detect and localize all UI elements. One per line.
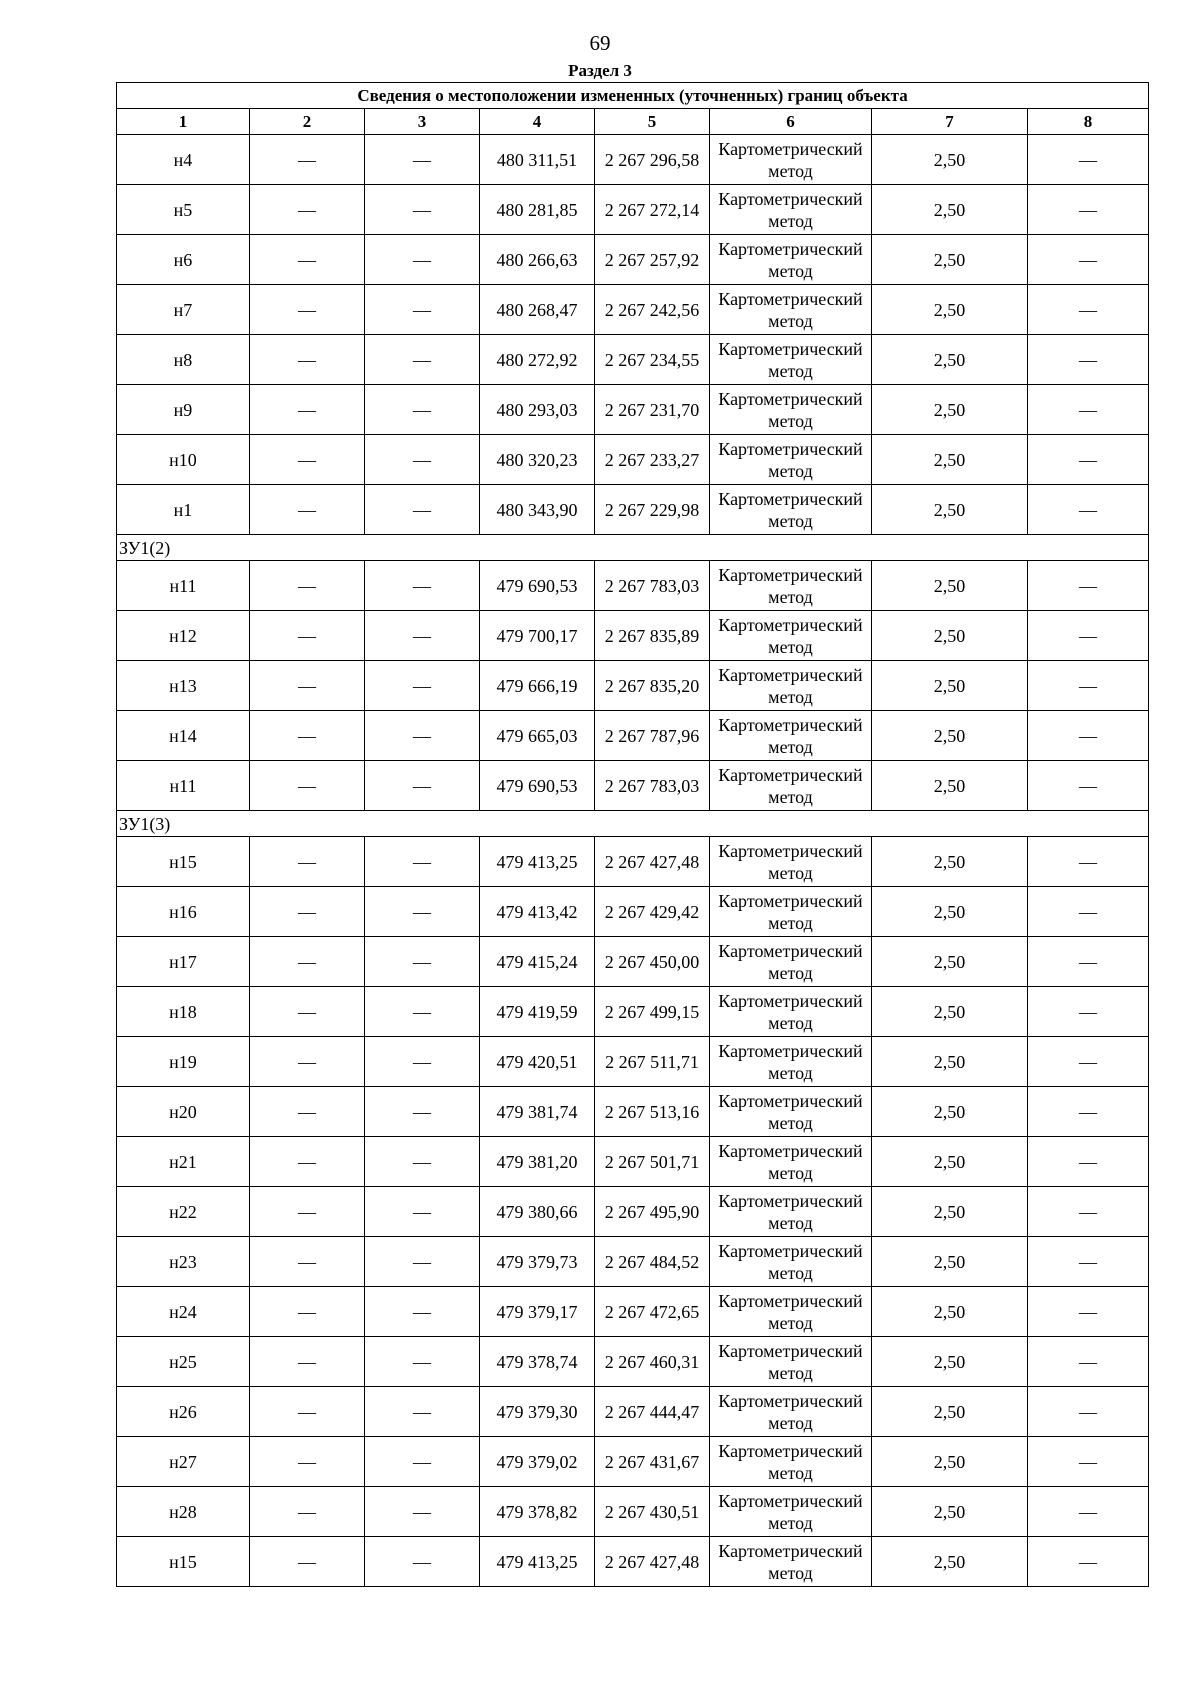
point-cell: н19 [117,1037,250,1087]
column-header: 1 [117,109,250,135]
section-title: Раздел 3 [568,61,632,80]
point-cell: н13 [117,661,250,711]
x-coordinate-cell: 480 268,47 [480,285,595,335]
column-header: 5 [595,109,710,135]
point-cell: н24 [117,1287,250,1337]
y-coordinate-cell: 2 267 296,58 [595,135,710,185]
y-coordinate-cell: 2 267 495,90 [595,1187,710,1237]
point-cell: н16 [117,887,250,937]
column-3-cell: — [365,661,480,711]
table-row [117,1387,1149,1437]
column-8-cell: — [1028,711,1149,761]
x-coordinate-cell: 479 665,03 [480,711,595,761]
method-cell: Картометрический метод [710,335,872,385]
table-row [117,1537,1149,1587]
accuracy-cell: 2,50 [872,661,1028,711]
column-3-cell: — [365,887,480,937]
method-cell: Картометрический метод [710,937,872,987]
accuracy-cell: 2,50 [872,1337,1028,1387]
x-coordinate-cell: 479 378,74 [480,1337,595,1387]
method-cell: Картометрический метод [710,561,872,611]
column-8-cell: — [1028,837,1149,887]
y-coordinate-cell: 2 267 783,03 [595,761,710,811]
column-8-cell: — [1028,235,1149,285]
accuracy-cell: 2,50 [872,235,1028,285]
column-8-cell: — [1028,887,1149,937]
accuracy-cell: 2,50 [872,1187,1028,1237]
accuracy-cell: 2,50 [872,1087,1028,1137]
table-row [117,1187,1149,1237]
accuracy-cell: 2,50 [872,1387,1028,1437]
column-3-cell: — [365,1087,480,1137]
column-8-cell: — [1028,285,1149,335]
x-coordinate-cell: 479 381,74 [480,1087,595,1137]
column-2-cell: — [250,435,365,485]
x-coordinate-cell: 480 272,92 [480,335,595,385]
boundary-coordinates-table [116,82,1149,1587]
column-2-cell: — [250,1187,365,1237]
column-3-cell: — [365,235,480,285]
group-label-row [117,535,1149,561]
point-cell: н23 [117,1237,250,1287]
group-label: ЗУ1(3) [117,811,1149,837]
table-row [117,937,1149,987]
column-3-cell: — [365,1337,480,1387]
x-coordinate-cell: 479 700,17 [480,611,595,661]
column-3-cell: — [365,285,480,335]
column-8-cell: — [1028,1137,1149,1187]
column-8-cell: — [1028,1487,1149,1537]
column-2-cell: — [250,1387,365,1437]
x-coordinate-cell: 480 266,63 [480,235,595,285]
accuracy-cell: 2,50 [872,1137,1028,1187]
method-cell: Картометрический метод [710,1387,872,1437]
point-cell: н8 [117,335,250,385]
column-8-cell: — [1028,1387,1149,1437]
column-3-cell: — [365,135,480,185]
method-cell: Картометрический метод [710,385,872,435]
column-2-cell: — [250,1537,365,1587]
column-2-cell: — [250,837,365,887]
accuracy-cell: 2,50 [872,185,1028,235]
point-cell: н12 [117,611,250,661]
column-8-cell: — [1028,1037,1149,1087]
point-cell: н17 [117,937,250,987]
column-3-cell: — [365,1237,480,1287]
column-8-cell: — [1028,1537,1149,1587]
column-3-cell: — [365,561,480,611]
table-row [117,435,1149,485]
column-8-cell: — [1028,561,1149,611]
accuracy-cell: 2,50 [872,1487,1028,1537]
table-row [117,837,1149,887]
point-cell: н6 [117,235,250,285]
y-coordinate-cell: 2 267 430,51 [595,1487,710,1537]
method-cell: Картометрический метод [710,761,872,811]
y-coordinate-cell: 2 267 229,98 [595,485,710,535]
column-8-cell: — [1028,1187,1149,1237]
x-coordinate-cell: 480 343,90 [480,485,595,535]
x-coordinate-cell: 479 413,25 [480,837,595,887]
column-2-cell: — [250,987,365,1037]
column-8-cell: — [1028,1287,1149,1337]
method-cell: Картометрический метод [710,837,872,887]
x-coordinate-cell: 479 379,73 [480,1237,595,1287]
table-row [117,335,1149,385]
column-2-cell: — [250,1487,365,1537]
column-2-cell: — [250,561,365,611]
column-2-cell: — [250,1087,365,1137]
accuracy-cell: 2,50 [872,561,1028,611]
column-8-cell: — [1028,1087,1149,1137]
column-3-cell: — [365,1287,480,1337]
x-coordinate-cell: 479 690,53 [480,561,595,611]
point-cell: н26 [117,1387,250,1437]
column-3-cell: — [365,185,480,235]
accuracy-cell: 2,50 [872,1037,1028,1087]
accuracy-cell: 2,50 [872,285,1028,335]
method-cell: Картометрический метод [710,611,872,661]
column-3-cell: — [365,335,480,385]
column-3-cell: — [365,761,480,811]
method-cell: Картометрический метод [710,285,872,335]
method-cell: Картометрический метод [710,1537,872,1587]
column-3-cell: — [365,837,480,887]
y-coordinate-cell: 2 267 783,03 [595,561,710,611]
point-cell: н27 [117,1437,250,1487]
y-coordinate-cell: 2 267 429,42 [595,887,710,937]
x-coordinate-cell: 479 379,30 [480,1387,595,1437]
method-cell: Картометрический метод [710,485,872,535]
point-cell: н14 [117,711,250,761]
page-number: 69 [589,31,611,55]
table-row [117,1137,1149,1187]
column-2-cell: — [250,611,365,661]
y-coordinate-cell: 2 267 835,20 [595,661,710,711]
y-coordinate-cell: 2 267 472,65 [595,1287,710,1337]
x-coordinate-cell: 479 420,51 [480,1037,595,1087]
method-cell: Картометрический метод [710,1237,872,1287]
x-coordinate-cell: 479 690,53 [480,761,595,811]
method-cell: Картометрический метод [710,1187,872,1237]
accuracy-cell: 2,50 [872,135,1028,185]
method-cell: Картометрический метод [710,661,872,711]
column-2-cell: — [250,185,365,235]
table-row [117,1287,1149,1337]
column-3-cell: — [365,1537,480,1587]
x-coordinate-cell: 480 320,23 [480,435,595,485]
x-coordinate-cell: 480 293,03 [480,385,595,435]
table-row [117,1037,1149,1087]
accuracy-cell: 2,50 [872,611,1028,661]
column-2-cell: — [250,1137,365,1187]
column-8-cell: — [1028,485,1149,535]
y-coordinate-cell: 2 267 444,47 [595,1387,710,1437]
column-3-cell: — [365,485,480,535]
method-cell: Картометрический метод [710,887,872,937]
x-coordinate-cell: 479 413,25 [480,1537,595,1587]
method-cell: Картометрический метод [710,1087,872,1137]
column-3-cell: — [365,1487,480,1537]
accuracy-cell: 2,50 [872,435,1028,485]
column-header: 6 [710,109,872,135]
y-coordinate-cell: 2 267 257,92 [595,235,710,285]
column-2-cell: — [250,887,365,937]
method-cell: Картометрический метод [710,435,872,485]
point-cell: н11 [117,561,250,611]
y-coordinate-cell: 2 267 272,14 [595,185,710,235]
y-coordinate-cell: 2 267 450,00 [595,937,710,987]
method-cell: Картометрический метод [710,1337,872,1387]
y-coordinate-cell: 2 267 233,27 [595,435,710,485]
column-2-cell: — [250,711,365,761]
column-8-cell: — [1028,335,1149,385]
table-row [117,661,1149,711]
column-2-cell: — [250,937,365,987]
column-3-cell: — [365,385,480,435]
x-coordinate-cell: 479 380,66 [480,1187,595,1237]
accuracy-cell: 2,50 [872,485,1028,535]
column-3-cell: — [365,1187,480,1237]
y-coordinate-cell: 2 267 427,48 [595,1537,710,1587]
x-coordinate-cell: 479 419,59 [480,987,595,1037]
column-2-cell: — [250,1037,365,1087]
y-coordinate-cell: 2 267 431,67 [595,1437,710,1487]
column-2-cell: — [250,1237,365,1287]
point-cell: н18 [117,987,250,1037]
column-2-cell: — [250,661,365,711]
y-coordinate-cell: 2 267 460,31 [595,1337,710,1387]
method-cell: Картометрический метод [710,235,872,285]
column-8-cell: — [1028,135,1149,185]
column-header: 2 [250,109,365,135]
group-label-row [117,811,1149,837]
accuracy-cell: 2,50 [872,761,1028,811]
x-coordinate-cell: 479 415,24 [480,937,595,987]
column-8-cell: — [1028,661,1149,711]
table-row [117,135,1149,185]
y-coordinate-cell: 2 267 427,48 [595,837,710,887]
point-cell: н7 [117,285,250,335]
column-2-cell: — [250,1337,365,1387]
y-coordinate-cell: 2 267 787,96 [595,711,710,761]
x-coordinate-cell: 480 281,85 [480,185,595,235]
column-8-cell: — [1028,761,1149,811]
accuracy-cell: 2,50 [872,837,1028,887]
column-3-cell: — [365,435,480,485]
table-row [117,987,1149,1037]
column-2-cell: — [250,1287,365,1337]
x-coordinate-cell: 479 381,20 [480,1137,595,1187]
point-cell: н21 [117,1137,250,1187]
column-8-cell: — [1028,385,1149,435]
y-coordinate-cell: 2 267 499,15 [595,987,710,1037]
y-coordinate-cell: 2 267 234,55 [595,335,710,385]
accuracy-cell: 2,50 [872,335,1028,385]
y-coordinate-cell: 2 267 511,71 [595,1037,710,1087]
column-3-cell: — [365,1037,480,1087]
column-header: 7 [872,109,1028,135]
point-cell: н15 [117,1537,250,1587]
y-coordinate-cell: 2 267 501,71 [595,1137,710,1187]
table-row [117,235,1149,285]
accuracy-cell: 2,50 [872,937,1028,987]
column-8-cell: — [1028,1437,1149,1487]
column-header: 3 [365,109,480,135]
point-cell: н22 [117,1187,250,1237]
table-row [117,887,1149,937]
y-coordinate-cell: 2 267 242,56 [595,285,710,335]
x-coordinate-cell: 479 666,19 [480,661,595,711]
column-8-cell: — [1028,1337,1149,1387]
column-3-cell: — [365,1387,480,1437]
column-header: 8 [1028,109,1149,135]
point-cell: н9 [117,385,250,435]
accuracy-cell: 2,50 [872,887,1028,937]
table-row [117,285,1149,335]
column-2-cell: — [250,761,365,811]
column-2-cell: — [250,285,365,335]
table-row [117,485,1149,535]
method-cell: Картометрический метод [710,135,872,185]
method-cell: Картометрический метод [710,1487,872,1537]
accuracy-cell: 2,50 [872,385,1028,435]
point-cell: н1 [117,485,250,535]
group-label: ЗУ1(2) [117,535,1149,561]
accuracy-cell: 2,50 [872,1287,1028,1337]
accuracy-cell: 2,50 [872,1537,1028,1587]
x-coordinate-cell: 479 378,82 [480,1487,595,1537]
table-row [117,1437,1149,1487]
table-row [117,711,1149,761]
table-row [117,611,1149,661]
table-row [117,1487,1149,1537]
column-3-cell: — [365,611,480,661]
column-8-cell: — [1028,185,1149,235]
point-cell: н25 [117,1337,250,1387]
y-coordinate-cell: 2 267 231,70 [595,385,710,435]
x-coordinate-cell: 480 311,51 [480,135,595,185]
y-coordinate-cell: 2 267 835,89 [595,611,710,661]
point-cell: н4 [117,135,250,185]
column-3-cell: — [365,987,480,1037]
accuracy-cell: 2,50 [872,987,1028,1037]
table-row [117,185,1149,235]
x-coordinate-cell: 479 379,17 [480,1287,595,1337]
method-cell: Картометрический метод [710,1287,872,1337]
column-header: 4 [480,109,595,135]
table-row [117,561,1149,611]
method-cell: Картометрический метод [710,1137,872,1187]
column-header-row [117,109,1149,135]
method-cell: Картометрический метод [710,1037,872,1087]
column-2-cell: — [250,235,365,285]
column-2-cell: — [250,135,365,185]
x-coordinate-cell: 479 379,02 [480,1437,595,1487]
column-2-cell: — [250,335,365,385]
point-cell: н11 [117,761,250,811]
y-coordinate-cell: 2 267 484,52 [595,1237,710,1287]
table-row [117,1237,1149,1287]
column-2-cell: — [250,485,365,535]
point-cell: н28 [117,1487,250,1537]
column-8-cell: — [1028,987,1149,1037]
column-2-cell: — [250,385,365,435]
accuracy-cell: 2,50 [872,1237,1028,1287]
method-cell: Картометрический метод [710,185,872,235]
point-cell: н20 [117,1087,250,1137]
point-cell: н15 [117,837,250,887]
column-8-cell: — [1028,937,1149,987]
column-8-cell: — [1028,611,1149,661]
column-8-cell: — [1028,435,1149,485]
y-coordinate-cell: 2 267 513,16 [595,1087,710,1137]
column-3-cell: — [365,1437,480,1487]
point-cell: н10 [117,435,250,485]
column-3-cell: — [365,711,480,761]
point-cell: н5 [117,185,250,235]
x-coordinate-cell: 479 413,42 [480,887,595,937]
table-row [117,1337,1149,1387]
method-cell: Картометрический метод [710,987,872,1037]
column-2-cell: — [250,1437,365,1487]
table-row [117,1087,1149,1137]
column-3-cell: — [365,1137,480,1187]
accuracy-cell: 2,50 [872,1437,1028,1487]
column-3-cell: — [365,937,480,987]
table-row [117,761,1149,811]
method-cell: Картометрический метод [710,1437,872,1487]
column-8-cell: — [1028,1237,1149,1287]
table-caption-row [117,83,1149,109]
accuracy-cell: 2,50 [872,711,1028,761]
table-caption: Сведения о местоположении измененных (уточненных) границ объекта [117,83,1149,109]
method-cell: Картометрический метод [710,711,872,761]
table-row [117,385,1149,435]
